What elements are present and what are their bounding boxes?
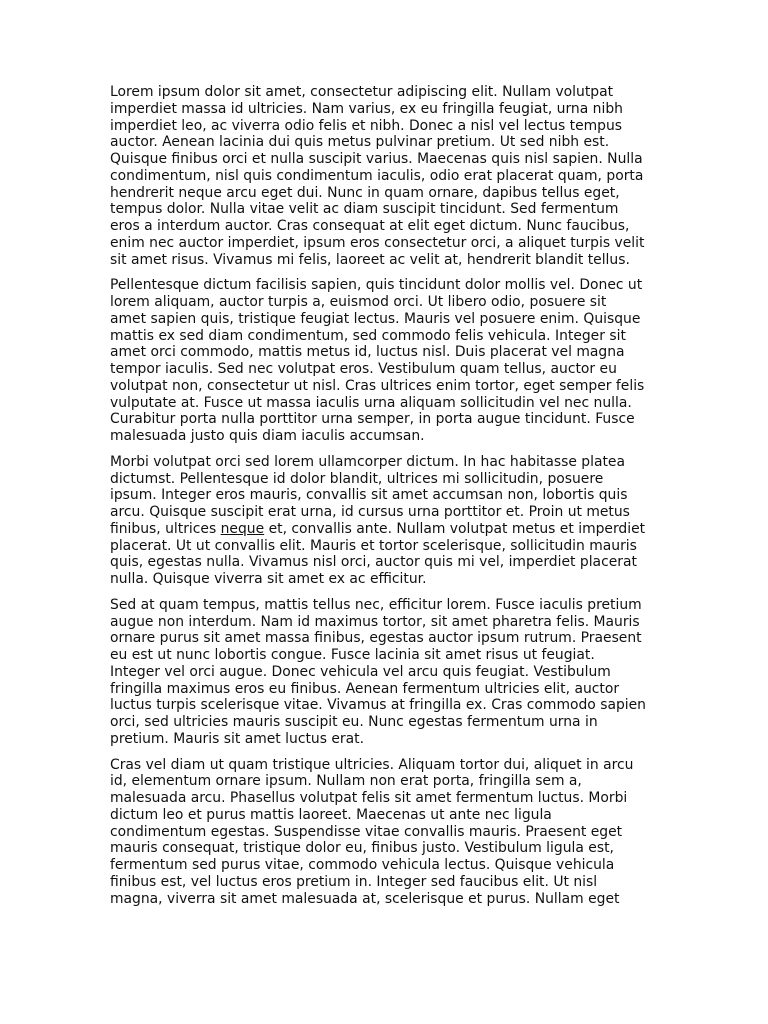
text-line: imperdiet massa id ultricies. Nam varius, ex eu fringilla feugiat, urna nibh (110, 100, 623, 117)
text-line: magna, viverra sit amet malesuada at, scelerisque et purus. Nullam eget (110, 890, 620, 907)
paragraph-1 (110, 84, 658, 268)
text-line: fringilla maximus eros eu finibus. Aenean fermentum ultricies elit, auctor (110, 680, 620, 697)
text-line: finibus est, vel luctus eros pretium in. Integer sed faucibus elit. Ut nisl (110, 873, 598, 890)
text-line: quis, egestas nulla. Vivamus nisl orci, auctor quis mi vel, imperdiet placerat (110, 554, 637, 571)
text-line: vulputate at. Fusce ut massa iaculis urna aliquam sollicitudin vel nec nulla. (110, 394, 632, 411)
text-line: lorem aliquam, auctor turpis a, euismod orci. Ut libero odio, posuere sit (110, 294, 607, 310)
paragraph-3 (110, 454, 658, 588)
text-line: nulla. Quisque viverra sit amet ex ac efficitur. (110, 571, 427, 587)
text-line: dictumst. Pellentesque id dolor blandit, ultrices mi sollicitudin, posuere (110, 470, 604, 487)
paragraph-2 (110, 277, 658, 445)
text-line: id, elementum ornare ipsum. Nullam non erat porta, fringilla sem a, (110, 773, 582, 790)
text-line: condimentum egestas. Suspendisse vitae convallis mauris. Praesent eget (110, 823, 623, 840)
link-line-after: et, convallis ante. Nullam volutpat metus et imperdiet (264, 520, 646, 537)
text-line: ipsum. Integer eros mauris, convallis sit amet accumsan non, lobortis quis (110, 487, 628, 504)
text-line: enim nec auctor imperdiet, ipsum eros consectetur orci, a aliquet turpis velit (110, 234, 645, 251)
text-line: eros a interdum auctor. Cras consequat at elit eget dictum. Nunc faucibus, (110, 218, 630, 234)
text-line: sit amet risus. Vivamus mi felis, laoreet ac velit at, hendrerit blandit tellus. (110, 251, 630, 268)
text-line: tempor iaculis. Sed nec volutpat eros. Vestibulum quam tellus, auctor eu (110, 361, 617, 377)
document-page (110, 84, 658, 916)
text-line: amet orci commodo, mattis metus id, luctus nisl. Duis placerat vel magna (110, 344, 625, 361)
text-line: Lorem ipsum dolor sit amet, consectetur adipiscing elit. Nullam volutpat (110, 84, 614, 100)
text-line: amet sapien quis, tristique feugiat lectus. Mauris vel posuere enim. Quisque (110, 310, 641, 327)
text-line: Quisque finibus orci et nulla suscipit varius. Maecenas quis nisl sapien. Nulla (110, 151, 643, 167)
text-line: imperdiet leo, ac viverra odio felis et nibh. Donec a nisl vel lectus tempus (110, 117, 623, 134)
text-line: mauris consequat, tristique dolor eu, finibus justo. Vestibulum ligula est, (110, 840, 614, 857)
text-line: Cras vel diam ut quam tristique ultricies. Aliquam tortor dui, aliquet in arcu (110, 756, 634, 773)
text-line: placerat. Ut ut convallis elit. Mauris et tortor scelerisque, sollicitudin mauris (110, 537, 637, 554)
text-line: eu est ut nunc lobortis congue. Fusce lacinia sit amet risus ut feugiat. (110, 647, 595, 663)
link-line-before: finibus, ultrices (110, 520, 221, 537)
text-line: dictum leo et purus mattis laoreet. Maecenas ut ante nec ligula (110, 806, 552, 823)
text-line: condimentum, nisl quis condimentum iaculis, odio erat placerat quam, porta (110, 167, 644, 184)
text-line: ornare purus sit amet massa finibus, egestas auctor ipsum rutrum. Praesent (110, 630, 642, 647)
text-line: Curabitur porta nulla porttitor urna semper, in porta augue tincidunt. Fusce (110, 411, 635, 428)
text-line: Pellentesque dictum facilisis sapien, quis tincidunt dolor mollis vel. Donec ut (110, 277, 643, 294)
text-line: hendrerit neque arcu eget dui. Nunc in quam ornare, dapibus tellus eget, (110, 184, 620, 201)
text-line: pretium. Mauris sit amet luctus erat. (110, 730, 365, 747)
text-line: Sed at quam tempus, mattis tellus nec, efficitur lorem. Fusce iaculis pretium (110, 596, 642, 613)
text-line: tempus dolor. Nulla vitae velit ac diam suscipit tincidunt. Sed fermentum (110, 201, 619, 218)
text-line: augue non interdum. Nam id maximus tortor, sit amet pharetra felis. Mauris (110, 613, 640, 630)
text-line: Morbi volutpat orci sed lorem ullamcorper dictum. In hac habitasse platea (110, 453, 625, 470)
text-line: orci, sed ultricies mauris suscipit eu. Nunc egestas fermentum urna in (110, 714, 598, 730)
paragraph-5 (110, 757, 658, 908)
text-line: malesuada justo quis diam iaculis accumsan. (110, 428, 425, 444)
neque-link[interactable]: neque (220, 520, 265, 537)
text-line: arcu. Quisque suscipit erat urna, id cursus urna porttitor et. Proin ut metus (110, 504, 630, 520)
text-line: fermentum sed purus vitae, commodo vehicula lectus. Quisque vehicula (110, 857, 615, 873)
text-line: volutpat non, consectetur ut nisl. Cras ultrices enim tortor, eget semper felis (110, 377, 645, 394)
text-line: auctor. Aenean lacinia dui quis metus pulvinar pretium. Ut sed nibh est. (110, 134, 610, 151)
text-line-with-link (110, 521, 658, 538)
text-line: luctus turpis scelerisque vitae. Vivamus at fringilla ex. Cras commodo sapien (110, 697, 646, 714)
text-line: mattis ex sed diam condimentum, sed commodo felis vehicula. Integer sit (110, 327, 626, 344)
text-line: malesuada arcu. Phasellus volutpat felis sit amet fermentum luctus. Morbi (110, 790, 628, 806)
paragraph-4 (110, 597, 658, 748)
text-line: Integer vel orci augue. Donec vehicula vel arcu quis feugiat. Vestibulum (110, 663, 611, 680)
